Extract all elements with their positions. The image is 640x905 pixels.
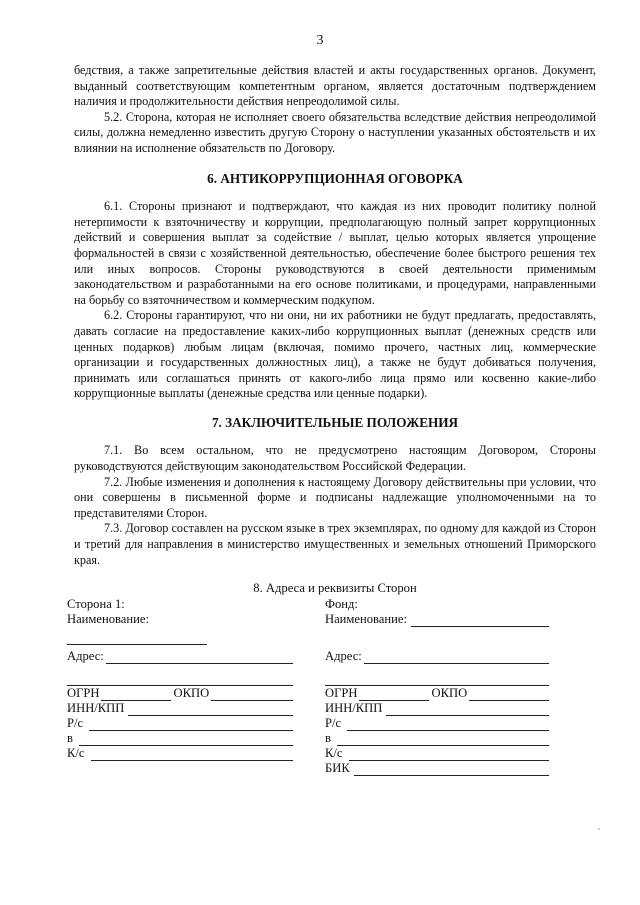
right-address-label: Адрес: [325, 649, 362, 663]
right-rs-label: Р/с [325, 716, 342, 730]
right-ks-field[interactable] [349, 749, 550, 761]
right-address-line2-field[interactable] [325, 674, 549, 686]
left-bank-field[interactable] [79, 734, 293, 746]
left-inn-field[interactable] [128, 704, 293, 716]
right-bank-field[interactable] [337, 734, 549, 746]
left-ks-field[interactable] [91, 749, 294, 761]
right-bik-field[interactable] [354, 764, 549, 776]
paragraph-6-1: 6.1. Стороны признают и подтверждают, что каждая из них проводит политику полной нетерпимости к взяточничеству и коррупции, предполагающую полный запрет коррупционных действий и совершения выплат за содействие / выплат, целью которых является упрощение формальностей в связи с хозяйственной деятельностью, обеспечение более быстрого решения тех или иных вопросов. Стороны руководствуются в своей деятельности применимым законодательством и разработанными на его основе политиками, и процедурами, направленными на борьбу со взяточничеством и коммерческим подкупом. [74, 199, 596, 307]
left-party-title: Сторона 1: [67, 597, 125, 611]
right-party-title: Фонд: [325, 597, 358, 611]
left-ks-label: К/с [67, 746, 85, 760]
left-okpo-label: ОКПО [173, 686, 210, 700]
paragraph-7-2: 7.2. Любые изменения и дополнения к настоящему Договору действительны при условии, что они совершены в письменной форме и подписаны надлежащие уполномоченными на то представителями Сторон. [74, 474, 596, 520]
left-rs-field[interactable] [89, 719, 293, 731]
left-address-label: Адрес: [67, 649, 104, 663]
left-name-label: Наименование: [67, 612, 149, 626]
paragraph-5-2: 5.2. Сторона, которая не исполняет своего обязательства вследствие действия непреодолимой силы, должна немедленно известить другую Сторону о наступлении указанных обстоятельств и их влиянии на исполнение обязательств по Договору. [74, 109, 596, 155]
scan-speck [598, 828, 600, 830]
left-address-field[interactable] [106, 652, 293, 664]
left-rs-label: Р/с [67, 716, 84, 730]
paragraph-7-3: 7.3. Договор составлен на русском языке в трех экземплярах, по одному для каждой из Сторон и третий для направления в министерство имущественных и земельных отношений Приморского края. [74, 521, 596, 567]
left-okpo-field[interactable] [211, 689, 293, 701]
right-okpo-label: ОКПО [431, 686, 468, 700]
right-ks-label: К/с [325, 746, 343, 760]
right-name-field[interactable] [411, 615, 549, 627]
left-bank-label: в [67, 731, 73, 745]
left-inn-label: ИНН/КПП [67, 701, 125, 715]
right-inn-label: ИНН/КПП [325, 701, 383, 715]
left-ogrn-field[interactable] [101, 689, 171, 701]
right-ogrn-field[interactable] [359, 689, 429, 701]
page-number: 3 [316, 33, 324, 48]
paragraph-continuation: бедствия, а также запретительные действия властей и акты государственных органов. Документ, выданный соответствующим компетентным органом, является достаточным подтверждением наличия и продолжительности действия непреодолимой силы. [74, 63, 596, 109]
left-name-field[interactable] [67, 633, 207, 645]
right-bik-label: БИК [325, 761, 350, 775]
right-party-block [325, 597, 549, 776]
left-party-block [67, 597, 293, 761]
right-rs-field[interactable] [347, 719, 549, 731]
section-8-heading: 8. Адреса и реквизиты Сторон [253, 581, 417, 596]
document-body [74, 63, 596, 597]
left-address-line2-field[interactable] [67, 674, 293, 686]
paragraph-6-2: 6.2. Стороны гарантируют, что ни они, ни их работники не будут предлагать, предоставлять, давать согласие на предоставление каких-либо коррупционных выплат (денежных средств или ценных подарков) любым лицам (включая, помимо прочего, частных лиц, коммерческие организации и государственных должностных лиц), а также не будут добиваться получения, принимать или соглашаться принять от какого-либо лица прямо или косвенно какие-либо коррупционные выплаты (денежные средства или ценные подарки). [74, 308, 596, 401]
section-6-heading: 6. АНТИКОРРУПЦИОННАЯ ОГОВОРКА [207, 170, 463, 186]
right-bank-label: в [325, 731, 331, 745]
right-okpo-field[interactable] [469, 689, 549, 701]
right-ogrn-label: ОГРН [325, 686, 358, 700]
left-ogrn-label: ОГРН [67, 686, 100, 700]
paragraph-7-1: 7.1. Во всем остальном, что не предусмотрено настоящим Договором, Стороны руководствуются действующим законодательством Российской Федерации. [74, 443, 596, 474]
right-name-label: Наименование: [325, 612, 407, 626]
right-inn-field[interactable] [386, 704, 549, 716]
right-address-field[interactable] [364, 652, 549, 664]
section-7-heading: 7. ЗАКЛЮЧИТЕЛЬНЫЕ ПОЛОЖЕНИЯ [211, 414, 459, 430]
